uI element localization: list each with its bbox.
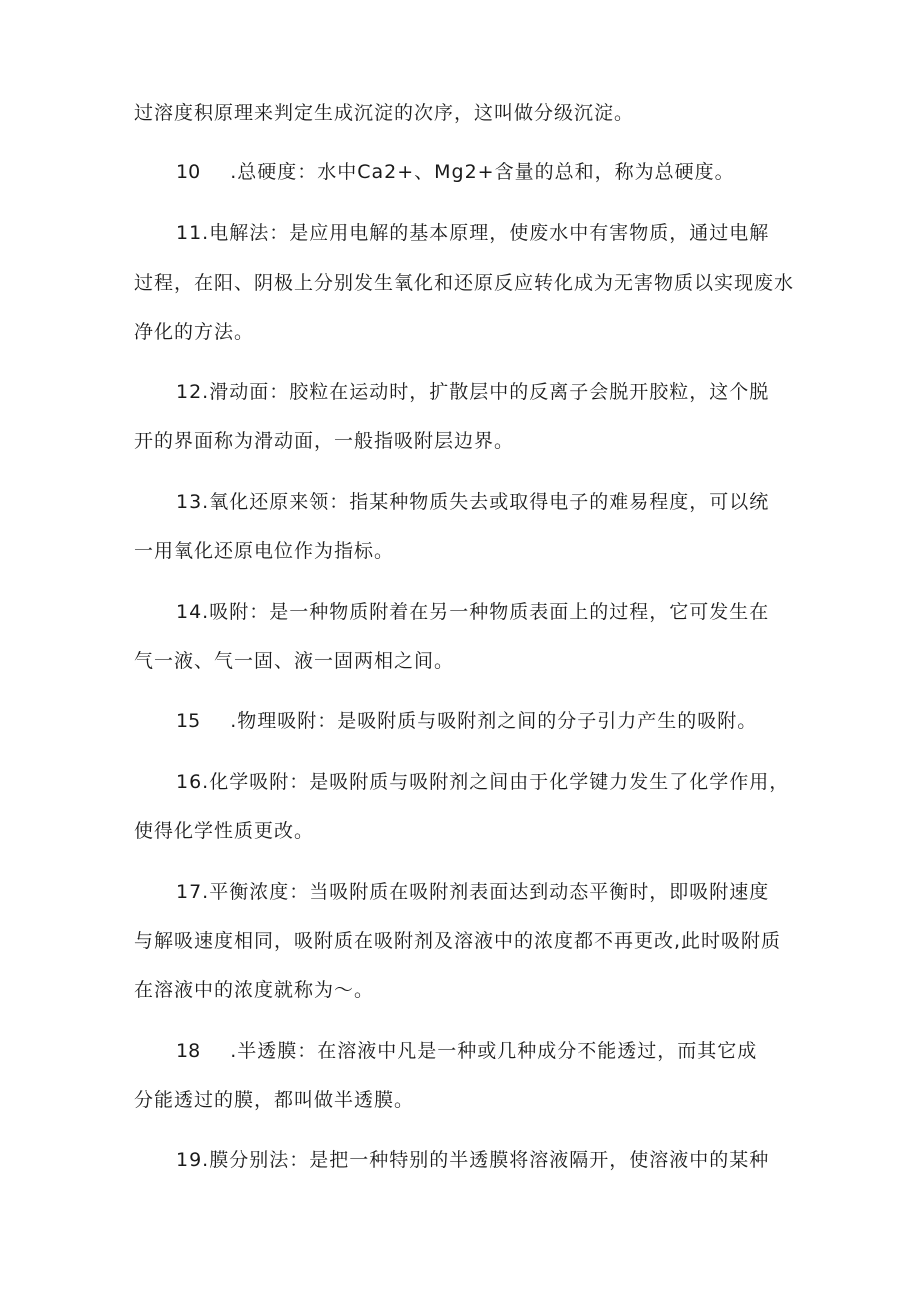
text-line-16a: 16.化学吸附：是吸附质与吸附剂之间由于化学键力发生了化学作用， (176, 771, 790, 793)
text-line-16b: 使得化学性质更改。 (134, 820, 315, 842)
text-line-19a: 19.膜分别法：是把一种特别的半透膜将溶液隔开，使溶液中的某种 (176, 1149, 770, 1171)
text-line-11c: 净化的方法。 (134, 321, 255, 343)
item-text-15: .物理吸附：是吸附质与吸附剂之间的分子引力产生的吸附。 (230, 710, 758, 732)
definition-10 (176, 160, 735, 184)
text-line-14a: 14.吸附：是一种物质附着在另一种物质表面上的过程，它可发生在 (176, 601, 770, 623)
text-line-17a: 17.平衡浓度：当吸附质在吸附剂表面达到动态平衡时，即吸附速度 (176, 881, 770, 903)
text-line-11b: 过程，在阳、阴极上分别发生氧化和还原反应转化成为无害物质以实现废水 (134, 272, 795, 294)
definition-18 (176, 1039, 757, 1063)
item-number-10: 10 (176, 161, 201, 183)
text-line-13a: 13.氧化还原来领：指某种物质失去或取得电子的难易程度，可以统 (176, 491, 770, 513)
item-text-10: .总硬度：水中Ca2+、Mg2+含量的总和，称为总硬度。 (230, 161, 735, 183)
text-line-17b: 与解吸速度相同，吸附质在吸附剂及溶液中的浓度都不再更改,此时吸附质 (134, 930, 782, 952)
item-number-18: 18 (176, 1040, 201, 1062)
text-line-12b: 开的界面称为滑动面，一般指吸附层边界。 (134, 430, 515, 452)
text-line-17c: 在溶液中的浓度就称为～。 (134, 979, 375, 1001)
text-line-12a: 12.滑动面：胶粒在运动时，扩散层中的反离子会脱开胶粒，这个脱 (176, 381, 770, 403)
item-number-15: 15 (176, 710, 201, 732)
text-line-1: 过溶度积原理来判定生成沉淀的次序，这叫做分级沉淀。 (134, 102, 635, 124)
definition-15 (176, 709, 757, 733)
text-line-14b: 气一液、气一固、液一固两相之间。 (134, 650, 455, 672)
text-line-18b: 分能透过的膜，都叫做半透膜。 (134, 1089, 415, 1111)
item-text-18: .半透膜：在溶液中凡是一种或几种成分不能透过，而其它成 (230, 1040, 758, 1062)
text-line-11a: 11.电解法：是应用电解的基本原理，使废水中有害物质，通过电解 (176, 222, 770, 244)
text-line-13b: 一用氧化还原电位作为指标。 (134, 540, 395, 562)
